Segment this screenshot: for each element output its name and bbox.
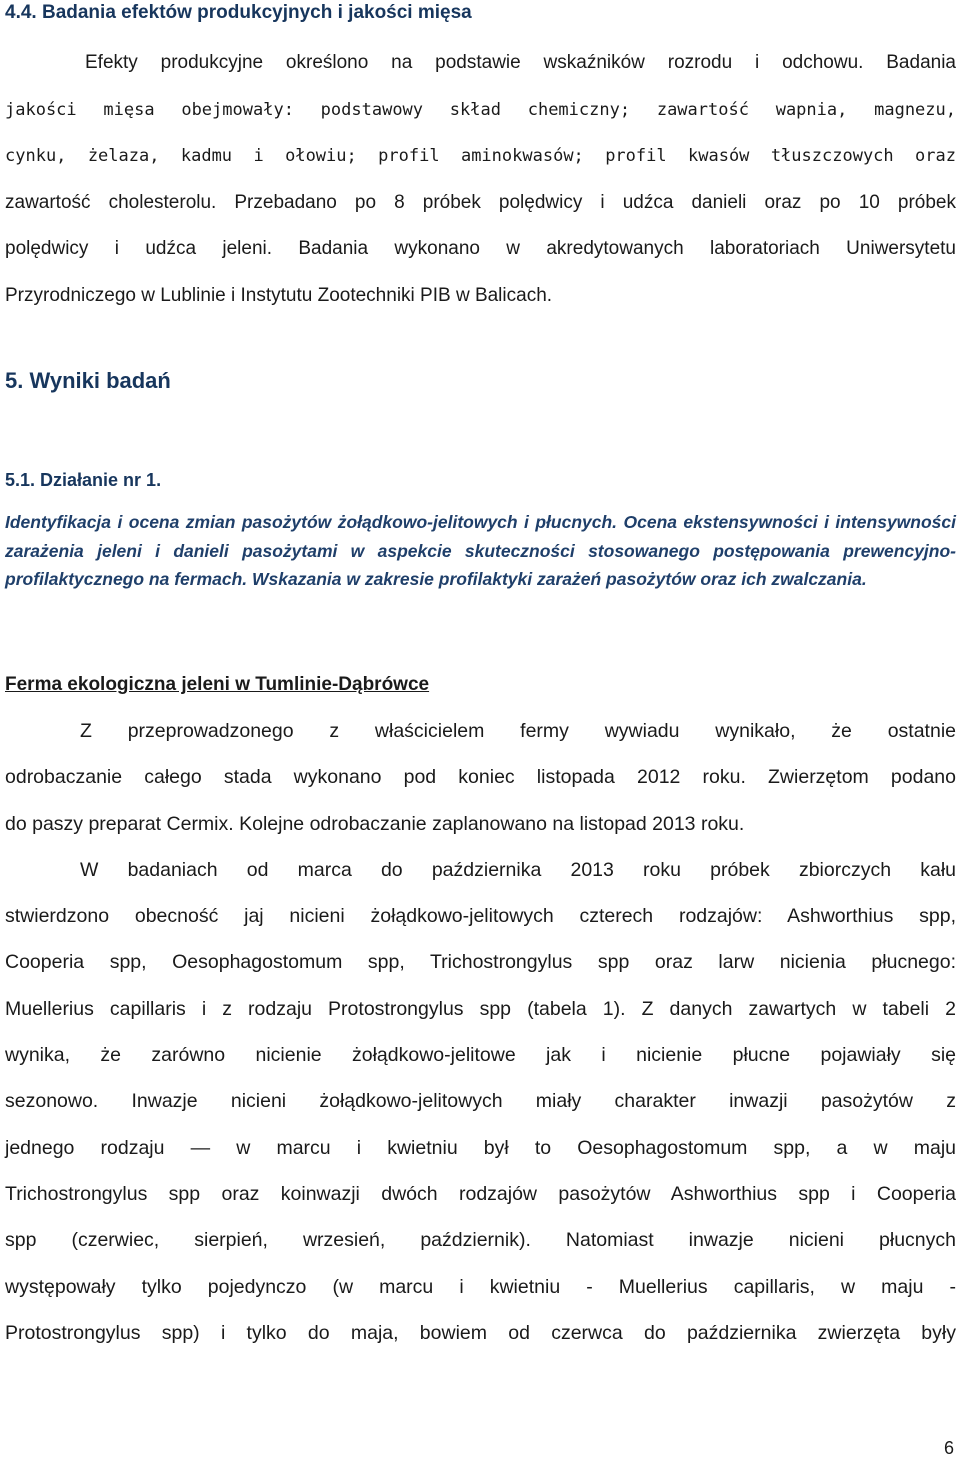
farm-line: Z przeprowadzonego z właścicielem fermy wywiadu wynikało, że ostatnie xyxy=(80,720,956,742)
farm-line: Cooperia spp, Oesophagostomum spp, Trichostrongylus spp oraz larw nicienia płucnego: xyxy=(5,951,956,974)
intro-line: Przyrodniczego w Lublinie i Instytutu Zootechniki PIB w Balicach. xyxy=(5,284,553,306)
farm-line: W badaniach od marca do października 2013 roku próbek zbiorczych kału xyxy=(80,858,956,881)
farm-line: spp (czerwiec, sierpień, wrzesień, październik). Natomiast inwazje nicieni płucnych xyxy=(5,1229,956,1252)
intro-paragraph xyxy=(5,40,956,319)
farm-paragraph xyxy=(5,708,956,1356)
farm-heading: Ferma ekologiczna jeleni w Tumlinie-Dąbrówce xyxy=(5,674,430,695)
farm-line: Muellerius capillaris i z rodzaju Protostrongylus spp (tabela 1). Z danych zawartych w tabeli 2 xyxy=(5,997,956,1020)
intro-line: jakości mięsa obejmowały: podstawowy skład chemiczny; zawartość wapnia, magnezu, xyxy=(5,99,956,120)
intro-line: polędwicy i udźca jeleni. Badania wykonano w akredytowanych laboratoriach Uniwersytetu xyxy=(5,238,956,259)
intro-line: cynku, żelaza, kadmu i ołowiu; profil aminokwasów; profil kwasów tłuszczowych oraz xyxy=(5,146,956,166)
intro-line-text: zawartość cholesterolu. Przebadano po 8 próbek polędwicy i udźca danieli oraz po 10 próbek xyxy=(5,191,956,213)
farm-line: wynika, że zarówno nicienie żołądkowo-jelitowe jak i nicienie płucne pojawiały się xyxy=(5,1044,956,1067)
farm-line: Protostrongylus spp) i tylko do maja, bowiem od czerwca do października zwierzęta były xyxy=(5,1321,956,1344)
intro-line: Efekty produkcyjne określono na podstawie wskaźników rozrodu i odchowu. Badania xyxy=(85,52,956,73)
section-heading: 4.4. Badania efektów produkcyjnych i jakości mięsa xyxy=(5,2,472,23)
farm-line: do paszy preparat Cermix. Kolejne odrobaczanie zaplanowano na listopad 2013 roku. xyxy=(5,812,745,835)
farm-line: stwierdzono obecność jaj nicieni żołądkowo-jelitowych czterech rodzajów: Ashworthius spp, xyxy=(5,905,956,928)
farm-line: Trichostrongylus spp oraz koinwazji dwóch rodzajów pasożytów Ashworthius spp i Cooperia xyxy=(5,1182,956,1205)
subchapter-heading: 5.1. Działanie nr 1. xyxy=(5,470,162,490)
farm-line: jednego rodzaju — w marcu i kwietniu był to Oesophagostomum spp, a w maju xyxy=(5,1136,956,1159)
farm-line: sezonowo. Inwazje nicieni żołądkowo-jelitowych miały charakter inwazji pasożytów z xyxy=(5,1090,956,1113)
page-number: 6 xyxy=(943,1438,954,1458)
farm-line: występowały tylko pojedynczo (w marcu i kwietniu - Muellerius capillaris, w maju - xyxy=(5,1275,956,1298)
intro-line xyxy=(5,180,956,227)
farm-line: odrobaczanie całego stada wykonano pod koniec listopada 2012 roku. Zwierzętom podano xyxy=(5,766,956,789)
chapter-heading: 5. Wyniki badań xyxy=(5,368,171,393)
action-description: Identyfikacja i ocena zmian pasożytów żołądkowo-jelitowych i płucnych. Ocena ekstensywności i intensywności zarażenia jeleni i danieli pasożytami w aspekcie skuteczności stosowanego postępowania prewencyjno-profilaktycznego na fermach. Wskazania w zakresie profilaktyki zarażeń pasożytów oraz ich zwalczania. xyxy=(5,512,956,589)
